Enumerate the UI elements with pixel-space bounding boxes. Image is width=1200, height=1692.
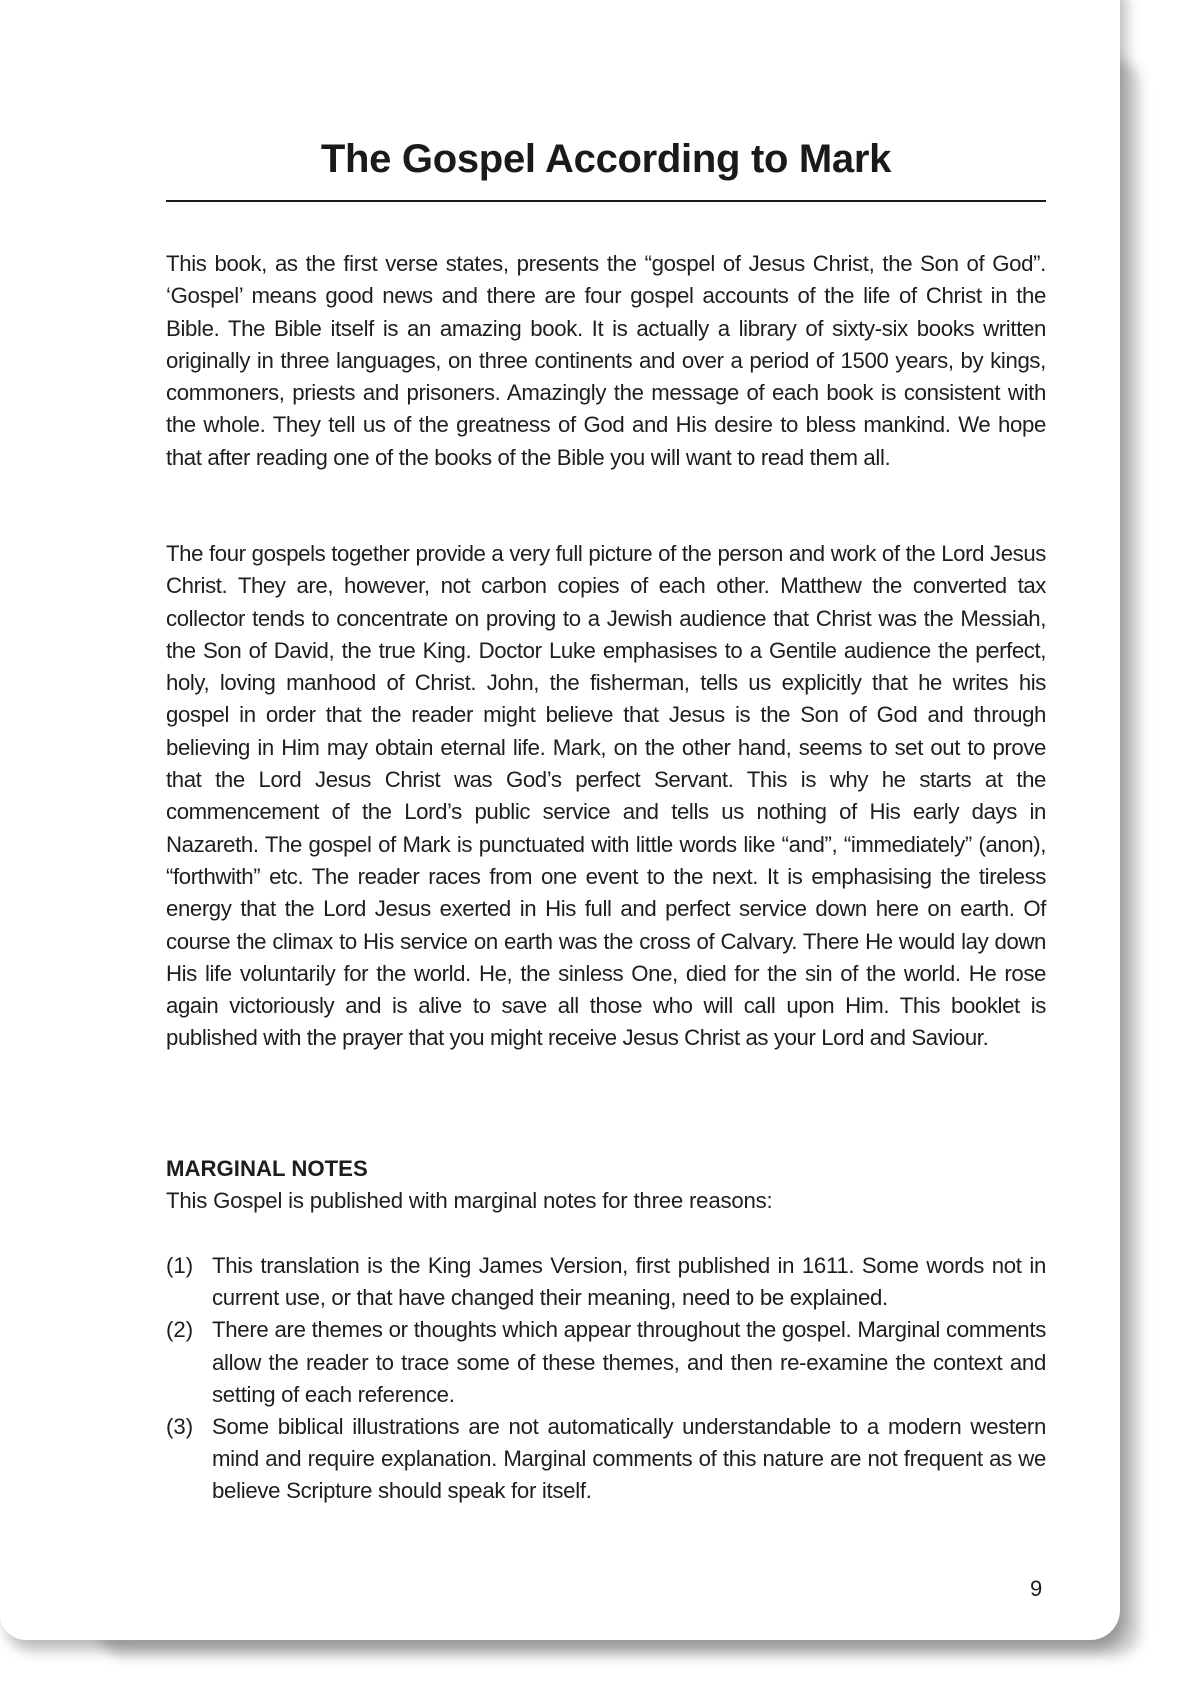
list-item-text: Some biblical illustrations are not automatically understandable to a modern western mind and require explanation. Marginal comments of this nature are not frequent as we believe Scripture should speak for itself. (212, 1414, 1046, 1504)
list-item-text: There are themes or thoughts which appear throughout the gospel. Marginal comments allow the reader to trace some of these themes, and then re-examine the context and setting of each reference. (212, 1317, 1046, 1407)
list-item (166, 1411, 1046, 1508)
marginal-notes-list (166, 1250, 1046, 1508)
list-item-text: This translation is the King James Version, first published in 1611. Some words not in current use, or that have changed their meaning, need to be explained. (212, 1253, 1046, 1311)
list-item (166, 1250, 1046, 1314)
list-item-number: (1) (166, 1253, 194, 1278)
page-title: The Gospel According to Mark (320, 137, 892, 181)
gospels-paragraph: The four gospels together provide a very full picture of the person and work of the Lord Jesus Christ. They are, however, not carbon copies of each other. Matthew the converted tax collector tends to concentrate on proving to a Jewish audience that Christ was the Messiah, the Son of David, the true King. Doctor Luke emphasises to a Gentile audience the perfect, holy, loving manhood of Christ. John, the fisherman, tells us explicitly that he writes his gospel in order that the reader might believe that Jesus is the Son of God and through believing in Him may obtain eternal life. Mark, on the other hand, seems to set out to prove that the Lord Jesus Christ was God’s perfect Servant. This is why he starts at the commencement of the Lord’s public service and tells us nothing of His early days in Nazareth. The gospel of Mark is punctuated with little words like “and”, “immediately” (anon), “forthwith” etc. The reader races from one event to the next. It is emphasising the tireless energy that the Lord Jesus exerted in His full and perfect service down here on earth. Of course the climax to His service on earth was the cross of Calvary. There He would lay down His life voluntarily for the world. He, the sinless One, died for the sin of the world. He rose again victoriously and is alive to save all those who will call upon Him. This booklet is published with the prayer that you might receive Jesus Christ as your Lord and Saviour. (166, 541, 1046, 1051)
page-number: 9 (1030, 1576, 1043, 1601)
list-item-number: (3) (166, 1414, 194, 1440)
marginal-notes-intro: This Gospel is published with marginal notes for three reasons: (166, 1188, 773, 1213)
list-item-number: (2) (166, 1317, 194, 1343)
marginal-notes-heading: MARGINAL NOTES (166, 1156, 368, 1181)
title-rule (166, 200, 1046, 202)
list-item (166, 1314, 1046, 1411)
intro-paragraph: This book, as the first verse states, presents the “gospel of Jesus Christ, the Son of God”. ‘Gospel’ means good news and there are four gospel accounts of the life of Christ in the Bible. The Bible itself is an amazing book. It is actually a library of sixty-six books written originally in three languages, on three continents and over a period of 1500 years, by kings, commoners, priests and prisoners. Amazingly the message of each book is consistent with the whole. They tell us of the greatness of God and His desire to bless mankind. We hope that after reading one of the books of the Bible you will want to read them all. (166, 251, 1046, 470)
